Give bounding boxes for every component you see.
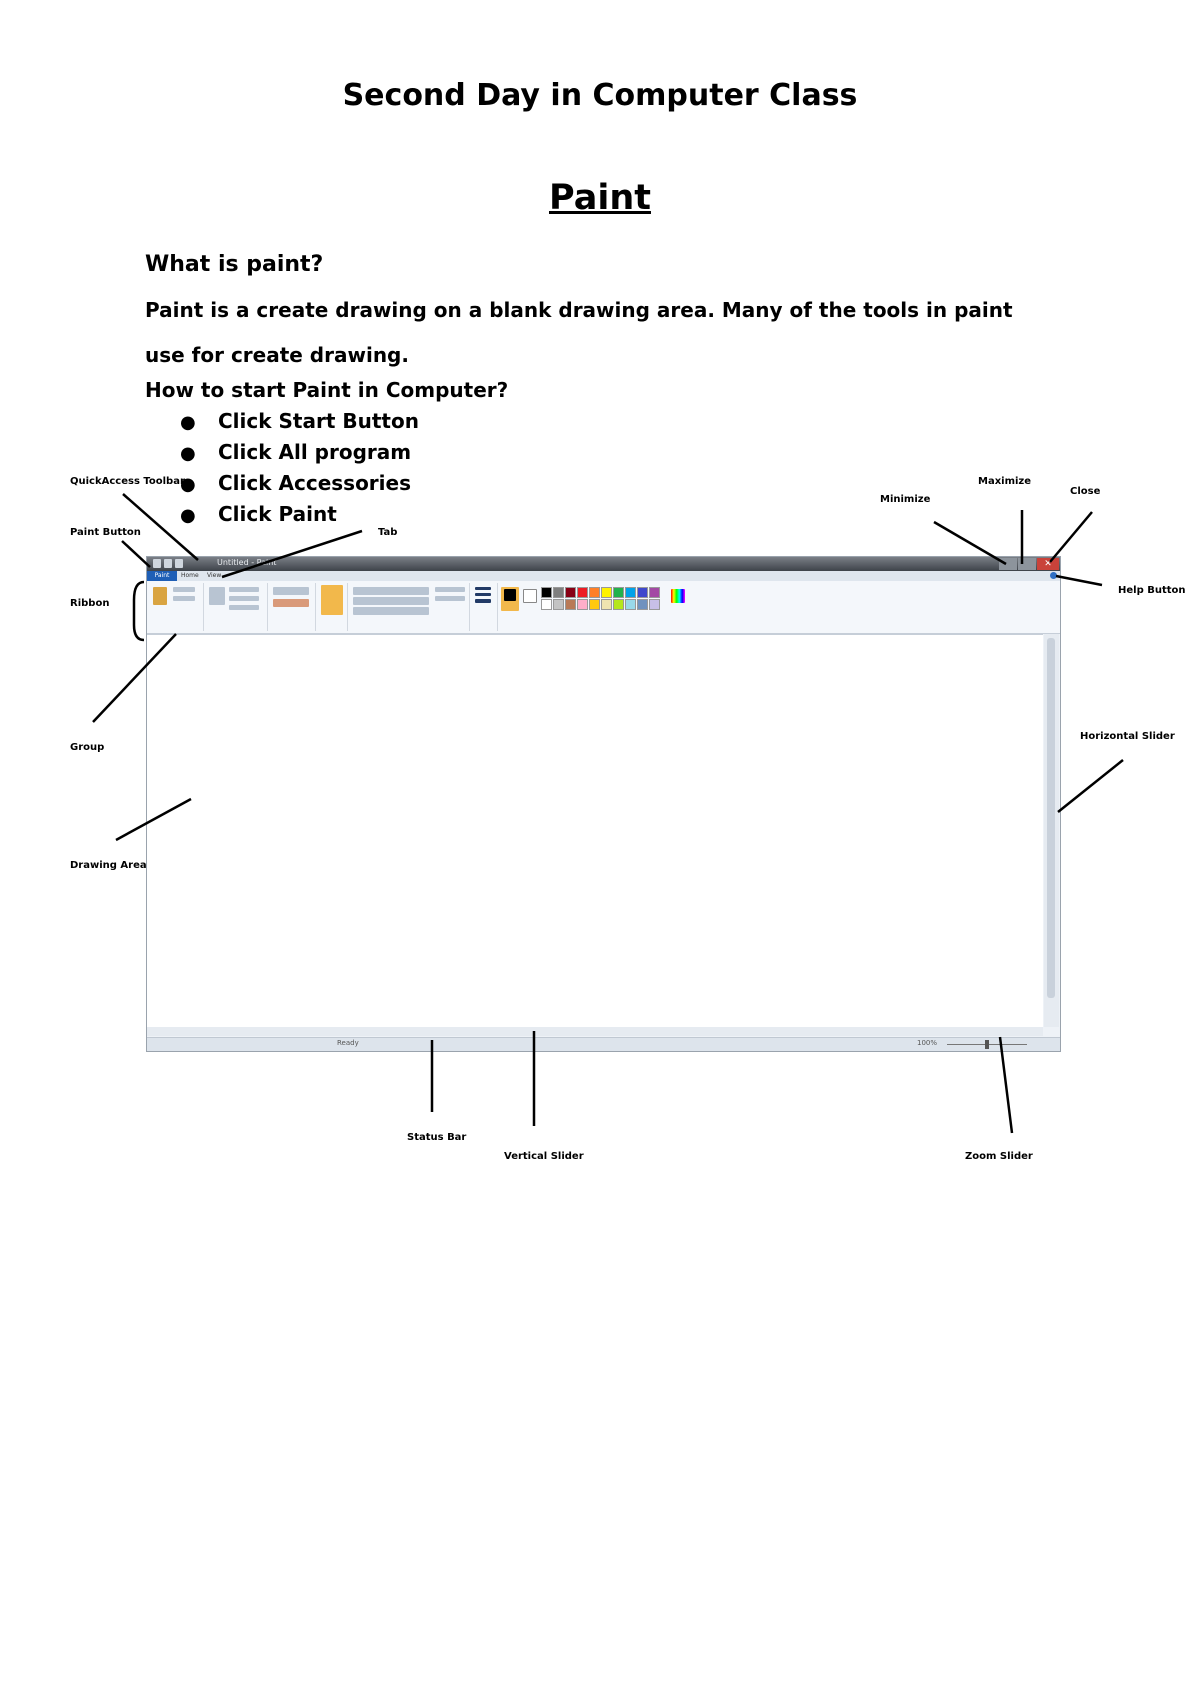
callout-tab: Tab bbox=[378, 527, 398, 538]
tab-home[interactable]: Home bbox=[181, 572, 199, 579]
callout-zoom-slider: Zoom Slider bbox=[965, 1151, 1033, 1162]
paint-menu-button[interactable]: Paint bbox=[147, 571, 177, 581]
tab-view[interactable]: View bbox=[207, 572, 222, 579]
bullet-icon: ● bbox=[180, 474, 196, 495]
leader-line bbox=[934, 522, 1006, 564]
step-label: Click All program bbox=[218, 440, 412, 464]
bullet-icon: ● bbox=[180, 412, 196, 433]
callout-close: Close bbox=[1070, 486, 1101, 497]
leader-line bbox=[93, 634, 176, 722]
callout-drawing-area: Drawing Area bbox=[70, 860, 147, 871]
bullet-icon: ● bbox=[180, 443, 196, 464]
paint-description: Paint is a create drawing on a blank drawing area. Many of the tools in paint use for create drawing. bbox=[145, 298, 1013, 367]
callout-help-button: Help Button bbox=[1118, 585, 1186, 596]
leader-line bbox=[134, 582, 144, 640]
callout-maximize: Maximize bbox=[978, 476, 1032, 487]
zoom-level: 100% bbox=[917, 1039, 938, 1047]
document-subtitle: Paint bbox=[549, 178, 651, 218]
callout-minimize: Minimize bbox=[880, 494, 931, 505]
question-what-is-paint: What is paint? bbox=[145, 252, 324, 277]
step-label: Click Accessories bbox=[218, 471, 411, 495]
callout-ribbon: Ribbon bbox=[70, 598, 110, 609]
callout-horizontal-slider: Horizontal Slider bbox=[1080, 731, 1175, 742]
leader-line bbox=[1050, 512, 1092, 562]
callout-vertical-slider: Vertical Slider bbox=[504, 1151, 584, 1162]
leader-line bbox=[1056, 576, 1102, 585]
leader-line bbox=[1000, 1037, 1012, 1133]
step-label: Click Start Button bbox=[218, 409, 419, 433]
status-text: Ready bbox=[337, 1039, 359, 1047]
callout-status-bar: Status Bar bbox=[407, 1132, 467, 1143]
leader-line bbox=[116, 799, 191, 840]
document-title: Second Day in Computer Class bbox=[342, 78, 858, 113]
leader-line bbox=[222, 531, 362, 577]
question-how-to-start: How to start Paint in Computer? bbox=[145, 378, 509, 402]
callout-paint-button: Paint Button bbox=[70, 527, 141, 538]
leader-line bbox=[122, 541, 150, 567]
window-title: Untitled - Paint bbox=[217, 558, 277, 567]
callout-group: Group bbox=[70, 742, 105, 753]
bullet-icon: ● bbox=[180, 505, 196, 526]
callout-quick-access-toolbar: QuickAccess Toolbar bbox=[70, 476, 185, 487]
leader-line bbox=[1058, 760, 1123, 812]
step-label: Click Paint bbox=[218, 502, 337, 526]
close-icon: ✕ bbox=[1044, 559, 1052, 569]
